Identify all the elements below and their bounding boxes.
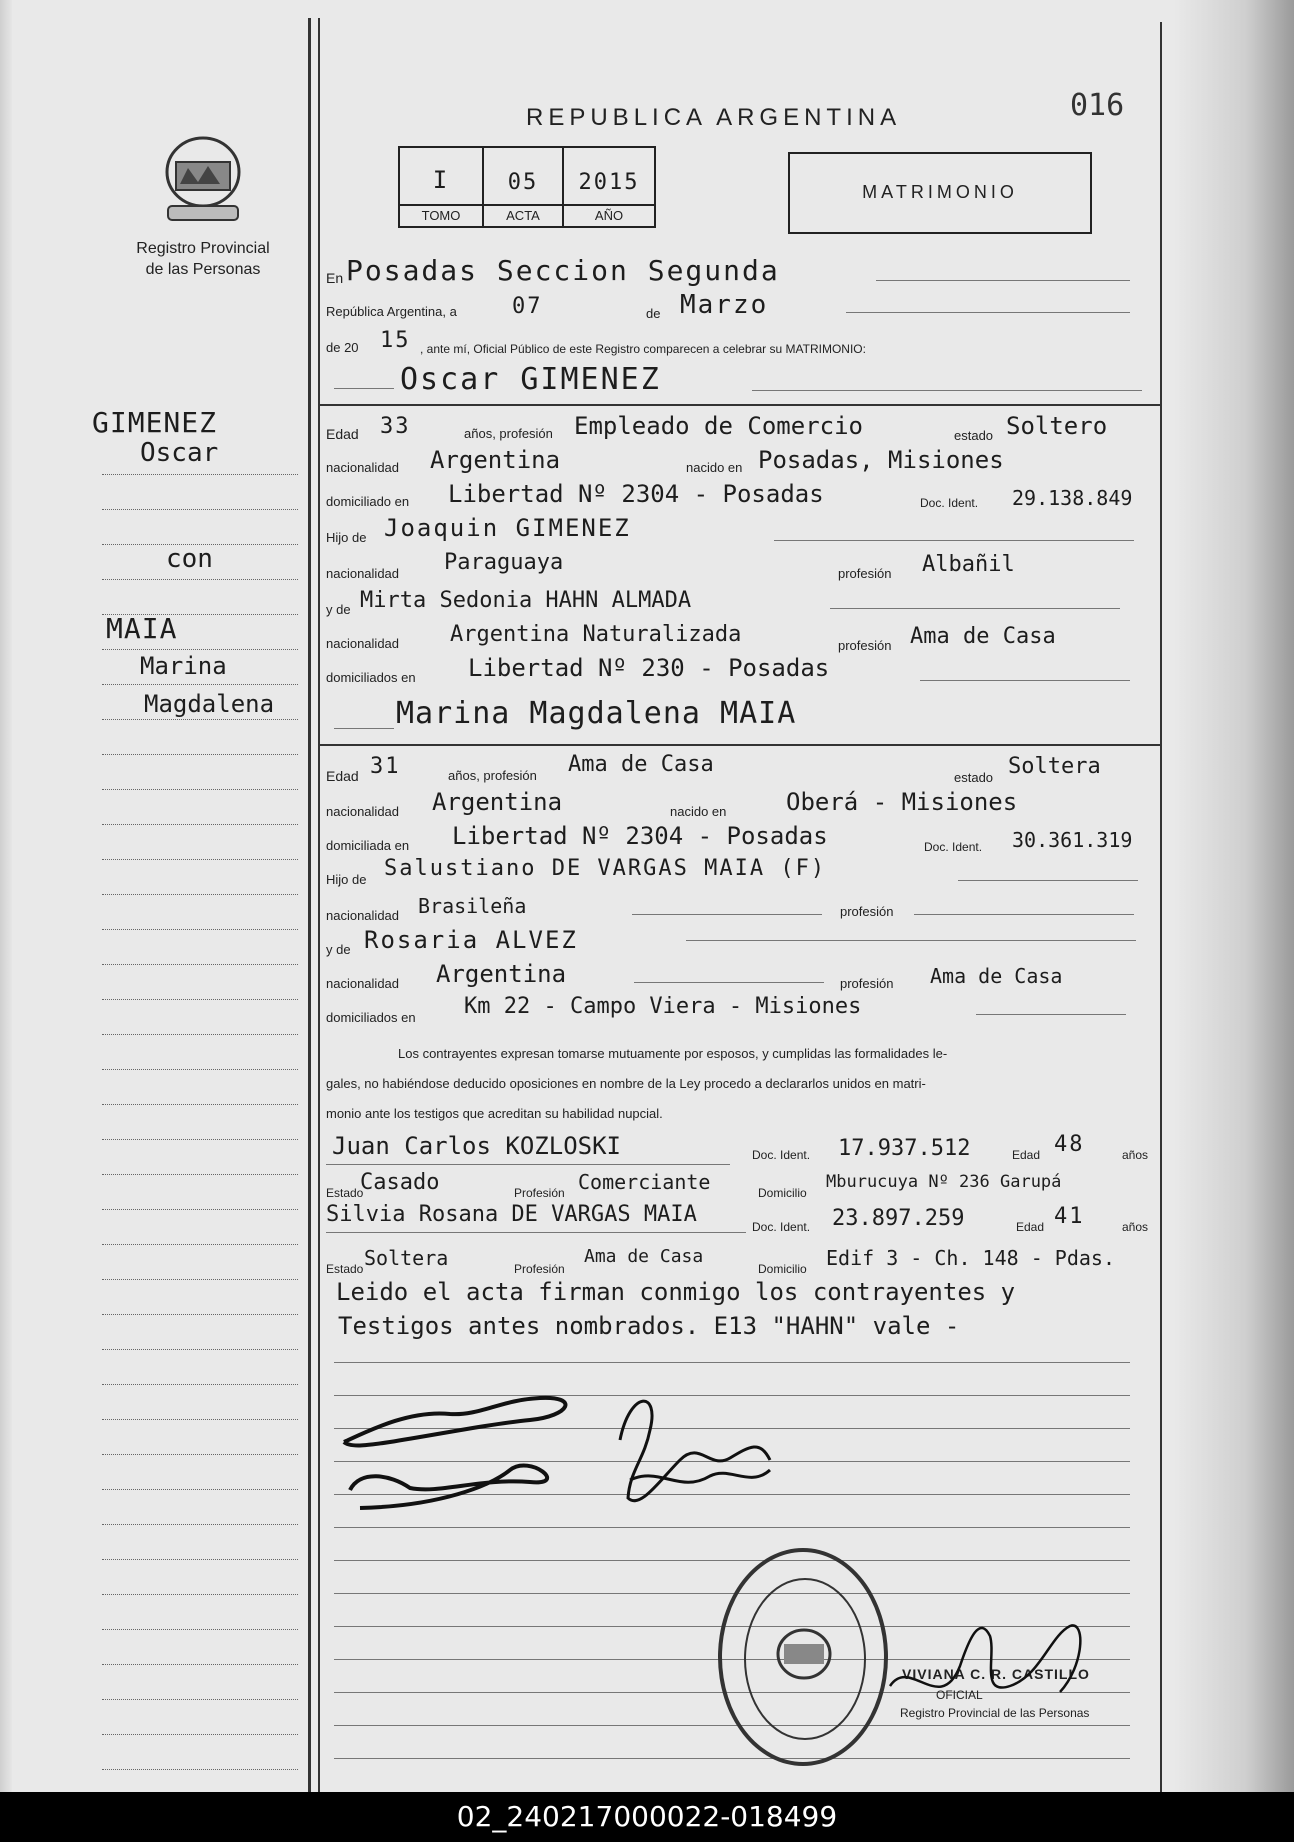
margin-dotted-line: [102, 684, 298, 685]
groom-mother-nat-label: nacionalidad: [326, 636, 400, 651]
section-divider: [320, 744, 1160, 746]
witness1-edad-label: Edad: [1012, 1148, 1041, 1162]
fill-line: [334, 728, 394, 729]
groom-nationality: Argentina: [430, 446, 561, 474]
margin-dotted-line: [102, 1664, 298, 1665]
bride-birthplace: Oberá - Misiones: [786, 788, 1018, 816]
margin-line-right: [318, 18, 320, 1792]
groom-father-prof-label: profesión: [838, 566, 892, 581]
closing-line2: Testigos antes nombrados. E13 "HAHN" vale -: [338, 1312, 960, 1340]
margin-bride-name1: Marina: [140, 652, 227, 680]
margin-dotted-line: [102, 1594, 298, 1595]
margin-dotted-line: [102, 1419, 298, 1420]
groom-full-name: Oscar GIMENEZ: [400, 362, 661, 397]
witness2-name: Silvia Rosana DE VARGAS MAIA: [326, 1202, 697, 1227]
right-border: [1160, 22, 1162, 1792]
bride-parents-address: Km 22 - Campo Viera - Misiones: [464, 994, 862, 1019]
de-label: de: [646, 306, 661, 321]
groom-anos-label: años, profesión: [464, 426, 553, 441]
tomo-label: TOMO: [421, 208, 461, 223]
witness2-address: Edif 3 - Ch. 148 - Pdas.: [826, 1246, 1115, 1270]
groom-birthplace: Posadas, Misiones: [758, 446, 1004, 474]
declaration-line1: Los contrayentes expresan tomarse mutuamente por esposos, y cumplidas las formalidades le-: [398, 1046, 948, 1061]
bride-mother-prof-label: profesión: [840, 976, 894, 991]
bride-mother-nationality: Argentina: [436, 960, 567, 988]
margin-dotted-line: [102, 1699, 298, 1700]
groom-parents-address: Libertad Nº 230 - Posadas: [468, 654, 830, 682]
margin-dotted-line: [102, 1629, 298, 1630]
page-shadow: [1174, 0, 1294, 1792]
intro-statement: , ante mí, Oficial Público de este Registro comparecen a celebrar su MATRIMONIO:: [420, 342, 866, 356]
doc-type: MATRIMONIO: [862, 182, 1018, 202]
margin-dotted-line: [102, 999, 298, 1000]
margin-dotted-line: [102, 1559, 298, 1560]
margin-dotted-line: [102, 929, 298, 930]
margin-dotted-line: [102, 474, 298, 475]
bride-full-name: Marina Magdalena MAIA: [396, 696, 797, 731]
groom-father-profession: Albañil: [922, 552, 1015, 577]
image-id-footer: 02_240217000022-018499: [0, 1792, 1294, 1842]
margin-dotted-line: [102, 1174, 298, 1175]
margin-dotted-line: [102, 964, 298, 965]
groom-mother-profession: Ama de Casa: [910, 624, 1056, 649]
margin-dotted-line: [102, 754, 298, 755]
fill-line: [846, 312, 1130, 313]
groom-father-nat-label: nacionalidad: [326, 566, 400, 581]
fill-line: [876, 280, 1130, 281]
groom-domiciliados-label: domiciliados en: [326, 670, 416, 685]
fill-line: [686, 940, 1136, 941]
section-divider: [320, 404, 1160, 406]
ruled-line: [334, 1560, 1130, 1561]
margin-dotted-line: [102, 649, 298, 650]
bride-domiciliados-label: domiciliados en: [326, 1010, 416, 1025]
margin-line-left: [308, 18, 311, 1792]
witness2-doc-label: Doc. Ident.: [752, 1220, 811, 1234]
witness1-prof-label: Profesión: [514, 1186, 565, 1200]
month: Marzo: [680, 290, 769, 320]
country-title: REPUBLICA ARGENTINA: [526, 104, 902, 131]
official-title: OFICIAL: [936, 1688, 983, 1702]
witness2-domicilio-label: Domicilio: [758, 1262, 807, 1276]
page-number: 016: [1070, 88, 1125, 123]
groom-domiciliado-label: domiciliado en: [326, 494, 410, 509]
margin-dotted-line: [102, 719, 298, 720]
margin-bride-name2: Magdalena: [144, 690, 275, 718]
groom-edad-label: Edad: [326, 426, 359, 442]
groom-mother-nationality: Argentina Naturalizada: [450, 622, 742, 647]
margin-dotted-line: [102, 1034, 298, 1035]
witness2-status: Soltera: [364, 1246, 449, 1270]
groom-doc-label: Doc. Ident.: [920, 496, 979, 510]
margin-dotted-line: [102, 824, 298, 825]
bride-mother-name: Rosaria ALVEZ: [364, 926, 578, 954]
binder-edge: [0, 0, 12, 1792]
fill-line: [632, 914, 822, 915]
witness1-estado-label: Estado: [326, 1186, 364, 1200]
groom-father-nationality: Paraguaya: [444, 550, 564, 575]
groom-mother-prof-label: profesión: [838, 638, 892, 653]
witness2-estado-label: Estado: [326, 1262, 364, 1276]
official-org: Registro Provincial de las Personas: [900, 1706, 1090, 1720]
closing-line1: Leido el acta firman conmigo los contrayentes y: [336, 1278, 1016, 1306]
margin-dotted-line: [102, 789, 298, 790]
witness2-prof-label: Profesión: [514, 1262, 565, 1276]
margin-dotted-line: [102, 1244, 298, 1245]
fill-line: [334, 388, 394, 389]
groom-age: 33: [380, 414, 411, 439]
declaration-line3: monio ante los testigos que acreditan su habilidad nupcial.: [326, 1106, 663, 1121]
groom-nacionalidad-label: nacionalidad: [326, 460, 400, 475]
bride-nacionalidad-label: nacionalidad: [326, 804, 400, 819]
groom-mother-name: Mirta Sedonia HAHN ALMADA: [360, 588, 692, 613]
bride-profession: Ama de Casa: [568, 752, 714, 777]
margin-dotted-line: [102, 1489, 298, 1490]
margin-dotted-line: [102, 1524, 298, 1525]
witness2-anos-label: años: [1122, 1220, 1149, 1234]
signatures: [330, 1370, 810, 1530]
declaration-line2: gales, no habiéndose deducido oposiciones en nombre de la Ley procedo a declararlos unidos en matri-: [326, 1076, 926, 1091]
fill-line: [830, 608, 1120, 609]
bride-mother-profession: Ama de Casa: [930, 964, 1063, 988]
margin-dotted-line: [102, 1769, 298, 1770]
groom-nacido-label: nacido en: [686, 460, 743, 475]
margin-bride-surname: MAIA: [106, 612, 178, 645]
bride-father-name: Salustiano DE VARGAS MAIA (F): [384, 856, 827, 881]
margin-dotted-line: [102, 1314, 298, 1315]
bride-nacido-label: nacido en: [670, 804, 727, 819]
witness1-profession: Comerciante: [578, 1170, 711, 1194]
bride-edad-label: Edad: [326, 768, 359, 784]
witness2-doc: 23.897.259: [832, 1206, 965, 1231]
ruled-line: [334, 1593, 1130, 1594]
bride-father-nat-label: nacionalidad: [326, 908, 400, 923]
bride-doc-label: Doc. Ident.: [924, 840, 983, 854]
margin-dotted-line: [102, 1349, 298, 1350]
margin-dotted-line: [102, 579, 298, 580]
groom-hijo-label: Hijo de: [326, 530, 367, 545]
fill-line: [634, 982, 824, 983]
witness1-doc: 17.937.512: [838, 1136, 971, 1161]
province-emblem: [158, 132, 248, 232]
fill-line: [774, 540, 1134, 541]
fill-line: [914, 914, 1134, 915]
bride-father-prof-label: profesión: [840, 904, 894, 919]
republica-label: República Argentina, a: [326, 304, 457, 319]
groom-father-name: Joaquin GIMENEZ: [384, 514, 631, 542]
bride-father-nationality: Brasileña: [418, 894, 527, 918]
groom-profession: Empleado de Comercio: [574, 412, 863, 440]
official-seal: [718, 1548, 888, 1766]
margin-dotted-line: [102, 1734, 298, 1735]
margin-dotted-line: [102, 1454, 298, 1455]
witness1-status: Casado: [360, 1170, 440, 1195]
groom-doc-number: 29.138.849: [1012, 486, 1133, 510]
tomo-value: I: [432, 166, 450, 194]
fill-line: [976, 1014, 1126, 1015]
witness1-name: Juan Carlos KOZLOSKI: [332, 1132, 621, 1160]
margin-dotted-line: [102, 509, 298, 510]
margin-groom-name: Oscar: [140, 438, 219, 468]
margin-dotted-line: [102, 1104, 298, 1105]
bride-anos-label: años, profesión: [448, 768, 537, 783]
margin-dotted-line: [102, 894, 298, 895]
record-number-box: [398, 146, 656, 228]
margin-dotted-line: [102, 859, 298, 860]
fill-line: [326, 1164, 730, 1165]
day: 07: [512, 294, 543, 319]
year-suffix: 15: [380, 328, 411, 353]
bride-yde-label: y de: [326, 942, 351, 957]
groom-estado-label: estado: [954, 428, 994, 443]
bride-hijo-label: Hijo de: [326, 872, 367, 887]
ruled-line: [334, 1758, 1130, 1759]
place: Posadas Seccion Segunda: [346, 254, 780, 287]
margin-dotted-line: [102, 1069, 298, 1070]
registry-name-line2: de las Personas: [145, 261, 261, 278]
bride-domiciliada-label: domiciliada en: [326, 838, 410, 853]
groom-yde-label: y de: [326, 602, 351, 617]
acta-label: ACTA: [506, 208, 540, 223]
bride-age: 31: [370, 754, 401, 779]
anio-value: 2015: [578, 170, 640, 195]
registry-name-line1: Registro Provincial: [136, 240, 270, 257]
witness2-edad-label: Edad: [1016, 1220, 1045, 1234]
margin-connector: con: [166, 544, 213, 574]
fill-line: [752, 390, 1142, 391]
fill-line: [920, 680, 1130, 681]
witness2-profession: Ama de Casa: [584, 1246, 704, 1267]
groom-civil-status: Soltero: [1006, 412, 1108, 440]
margin-dotted-line: [102, 1279, 298, 1280]
witness2-age: 41: [1054, 1204, 1085, 1229]
margin-dotted-line: [102, 1209, 298, 1210]
witness1-anos-label: años: [1122, 1148, 1149, 1162]
groom-address: Libertad Nº 2304 - Posadas: [448, 480, 824, 508]
ruled-line: [334, 1362, 1130, 1363]
year-prefix: de 20: [326, 340, 359, 355]
bride-nationality: Argentina: [432, 788, 563, 816]
witness1-address: Mburucuya Nº 236 Garupá: [826, 1172, 1062, 1192]
bride-mother-nat-label: nacionalidad: [326, 976, 400, 991]
bride-civil-status: Soltera: [1008, 754, 1101, 779]
en-label: En: [326, 270, 344, 286]
acta-value: 05: [507, 170, 539, 195]
fill-line: [958, 880, 1138, 881]
margin-dotted-line: [102, 1384, 298, 1385]
doc-type-box: [788, 152, 1092, 234]
margin-groom-surname: GIMENEZ: [92, 406, 218, 439]
witness1-age: 48: [1054, 1132, 1085, 1157]
fill-line: [326, 1232, 746, 1233]
official-signature: [870, 1596, 1110, 1726]
official-name: VIVIANA C. R. CASTILLO: [902, 1666, 1090, 1682]
witness1-domicilio-label: Domicilio: [758, 1186, 807, 1200]
bride-doc-number: 30.361.319: [1012, 828, 1133, 852]
bride-estado-label: estado: [954, 770, 994, 785]
margin-dotted-line: [102, 1139, 298, 1140]
witness1-doc-label: Doc. Ident.: [752, 1148, 811, 1162]
anio-label: AÑO: [594, 208, 624, 223]
bride-address: Libertad Nº 2304 - Posadas: [452, 822, 828, 850]
